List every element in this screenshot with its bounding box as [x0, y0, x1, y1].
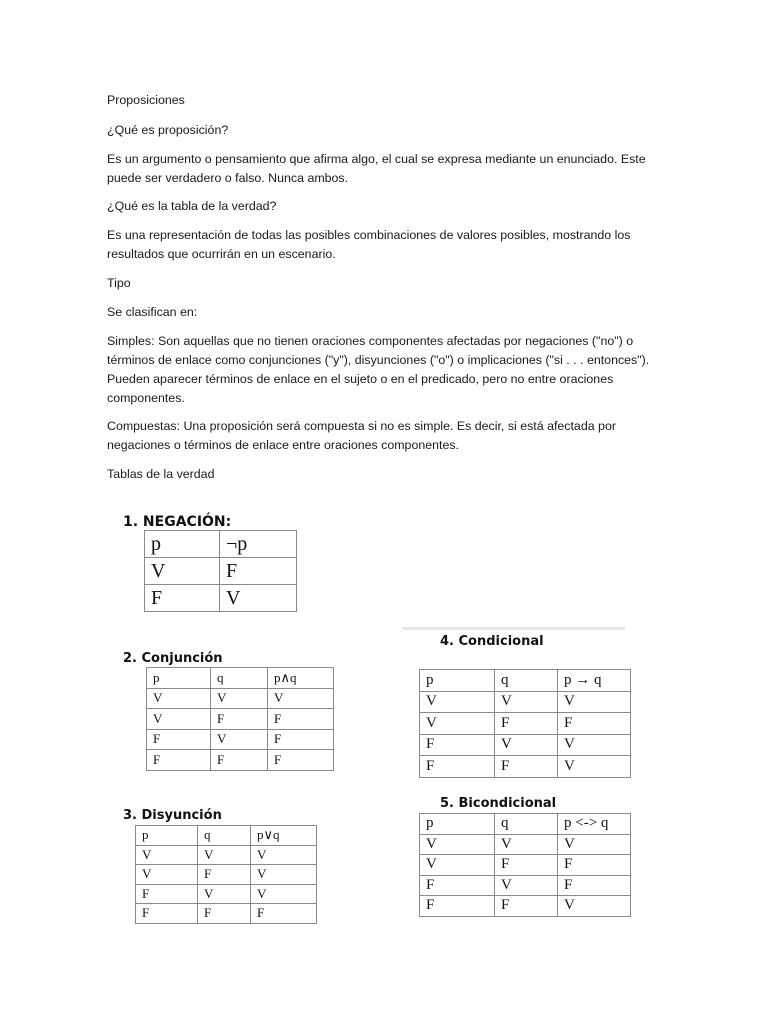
disyuncion-title: 3. Disyunción	[123, 808, 222, 823]
disyuncion-row	[136, 865, 317, 885]
conjuncion-cell: V	[211, 688, 268, 709]
answer-tabla-verdad: Es una representación de todas las posibles combinaciones de valores posibles, mostrando los resultados que ocurrirán en un escenario.	[107, 228, 631, 261]
condicional-header-row	[420, 670, 631, 692]
negacion-row	[145, 558, 297, 585]
bicondicional-cell: V	[420, 834, 495, 855]
conjuncion-header-cell: p	[147, 668, 211, 689]
condicional-cell: V	[558, 734, 631, 756]
condicional-title: 4. Condicional	[440, 634, 544, 649]
disyuncion-header-cell: q	[198, 826, 251, 846]
bicondicional-cell: F	[495, 896, 558, 917]
conjuncion-row	[147, 750, 334, 771]
answer-proposicion: Es un argumento o pensamiento que afirma algo, el cual se expresa mediante un enunciado. Este puede ser verdadero o falso. Nunca ambos.	[107, 152, 646, 185]
negacion-row	[145, 585, 297, 612]
compuestas-paragraph: Compuestas: Una proposición será compuesta si no es simple. Es decir, si está afectada por negaciones o términos de enlace entre oraciones componentes.	[107, 419, 616, 452]
conjuncion-cell: F	[268, 750, 334, 771]
conjuncion-row	[147, 688, 334, 709]
conjuncion-cell: F	[268, 729, 334, 750]
negacion-title: 1. NEGACIÓN:	[123, 514, 232, 530]
disyuncion-cell: V	[136, 845, 198, 865]
condicional-row	[420, 713, 631, 735]
disyuncion-cell: F	[136, 884, 198, 904]
bicondicional-header-cell: q	[495, 814, 558, 835]
condicional-header-cell: p → q	[558, 670, 631, 692]
disyuncion-row	[136, 845, 317, 865]
condicional-cell: V	[420, 713, 495, 735]
condicional-cell: V	[558, 756, 631, 778]
conjuncion-row	[147, 709, 334, 730]
bicondicional-row	[420, 855, 631, 876]
bicondicional-row	[420, 834, 631, 855]
bicondicional-header-cell: p <-> q	[558, 814, 631, 835]
condicional-cell: F	[558, 713, 631, 735]
disyuncion-header-row	[136, 826, 317, 846]
bicondicional-header-row	[420, 814, 631, 835]
conjuncion-cell: V	[147, 709, 211, 730]
disyuncion-cell: V	[136, 865, 198, 885]
bicondicional-cell: F	[495, 855, 558, 876]
conjuncion-header-cell: q	[211, 668, 268, 689]
conjuncion-cell: V	[268, 688, 334, 709]
bicondicional-cell: V	[558, 896, 631, 917]
negacion-table	[144, 530, 297, 612]
bicondicional-cell: F	[558, 875, 631, 896]
negacion-header-cell: p	[145, 531, 220, 558]
disyuncion-header-cell: p∨q	[251, 826, 317, 846]
condicional-row	[420, 734, 631, 756]
condicional-cell: F	[495, 756, 558, 778]
conjuncion-cell: F	[211, 750, 268, 771]
disyuncion-cell: F	[251, 904, 317, 924]
bicondicional-title: 5. Bicondicional	[440, 796, 557, 811]
conjuncion-row	[147, 729, 334, 750]
bicondicional-table	[419, 813, 631, 917]
bicondicional-header-cell: p	[420, 814, 495, 835]
disyuncion-cell: F	[198, 865, 251, 885]
conjuncion-cell: F	[147, 729, 211, 750]
clasifican-label: Se clasifican en:	[107, 305, 198, 319]
conjuncion-table	[146, 667, 334, 771]
negacion-header-cell: ¬p	[220, 531, 297, 558]
question-proposicion: ¿Qué es proposición?	[107, 123, 229, 137]
disyuncion-cell: V	[198, 845, 251, 865]
conjuncion-cell: F	[268, 709, 334, 730]
disyuncion-cell: F	[198, 904, 251, 924]
bicondicional-cell: F	[420, 896, 495, 917]
condicional-cell: F	[420, 734, 495, 756]
bicondicional-cell: V	[495, 834, 558, 855]
conjuncion-header-cell: p∧q	[268, 668, 334, 689]
simples-paragraph: Simples: Son aquellas que no tienen oraciones componentes afectadas por negaciones ("no") o términos de enlace como conjunciones ("y"), disyunciones ("o") o implicaciones ("si . . . entonces"). Pueden aparecer términos de enlace en el sujeto o en el predicado, pero no entre oraciones componentes.	[107, 334, 650, 405]
condicional-header-cell: q	[495, 670, 558, 692]
negacion-cell: V	[220, 585, 297, 612]
tablas-heading: Tablas de la verdad	[107, 467, 215, 481]
disyuncion-cell: V	[251, 845, 317, 865]
bicondicional-row	[420, 896, 631, 917]
condicional-row	[420, 756, 631, 778]
negacion-cell: F	[220, 558, 297, 585]
disyuncion-cell: F	[136, 904, 198, 924]
conjuncion-cell: V	[147, 688, 211, 709]
disyuncion-row	[136, 884, 317, 904]
tipo-label: Tipo	[107, 276, 131, 290]
bicondicional-cell: V	[495, 875, 558, 896]
condicional-cell: V	[558, 691, 631, 713]
bicondicional-cell: V	[558, 834, 631, 855]
negacion-cell: F	[145, 585, 220, 612]
disyuncion-cell: V	[198, 884, 251, 904]
negacion-header-row	[145, 531, 297, 558]
condicional-cell: V	[495, 734, 558, 756]
bicondicional-cell: V	[420, 855, 495, 876]
disyuncion-row	[136, 904, 317, 924]
conjuncion-cell: F	[211, 709, 268, 730]
disyuncion-cell: V	[251, 884, 317, 904]
condicional-header-cell: p	[420, 670, 495, 692]
conjuncion-title: 2. Conjunción	[123, 651, 223, 666]
question-tabla-verdad: ¿Qué es la tabla de la verdad?	[107, 199, 277, 213]
condicional-cell: V	[420, 691, 495, 713]
condicional-cell: V	[495, 691, 558, 713]
condicional-cell: F	[420, 756, 495, 778]
conjuncion-cell: V	[211, 729, 268, 750]
document-title: Proposiciones	[107, 93, 185, 107]
condicional-cell: F	[495, 713, 558, 735]
condicional-table	[419, 669, 631, 778]
conjuncion-header-row	[147, 668, 334, 689]
bicondicional-cell: F	[558, 855, 631, 876]
conjuncion-cell: F	[147, 750, 211, 771]
disyuncion-cell: V	[251, 865, 317, 885]
disyuncion-table	[135, 825, 317, 924]
negacion-cell: V	[145, 558, 220, 585]
bicondicional-row	[420, 875, 631, 896]
disyuncion-header-cell: p	[136, 826, 198, 846]
condicional-row	[420, 691, 631, 713]
bicondicional-cell: F	[420, 875, 495, 896]
image-border	[403, 627, 625, 630]
